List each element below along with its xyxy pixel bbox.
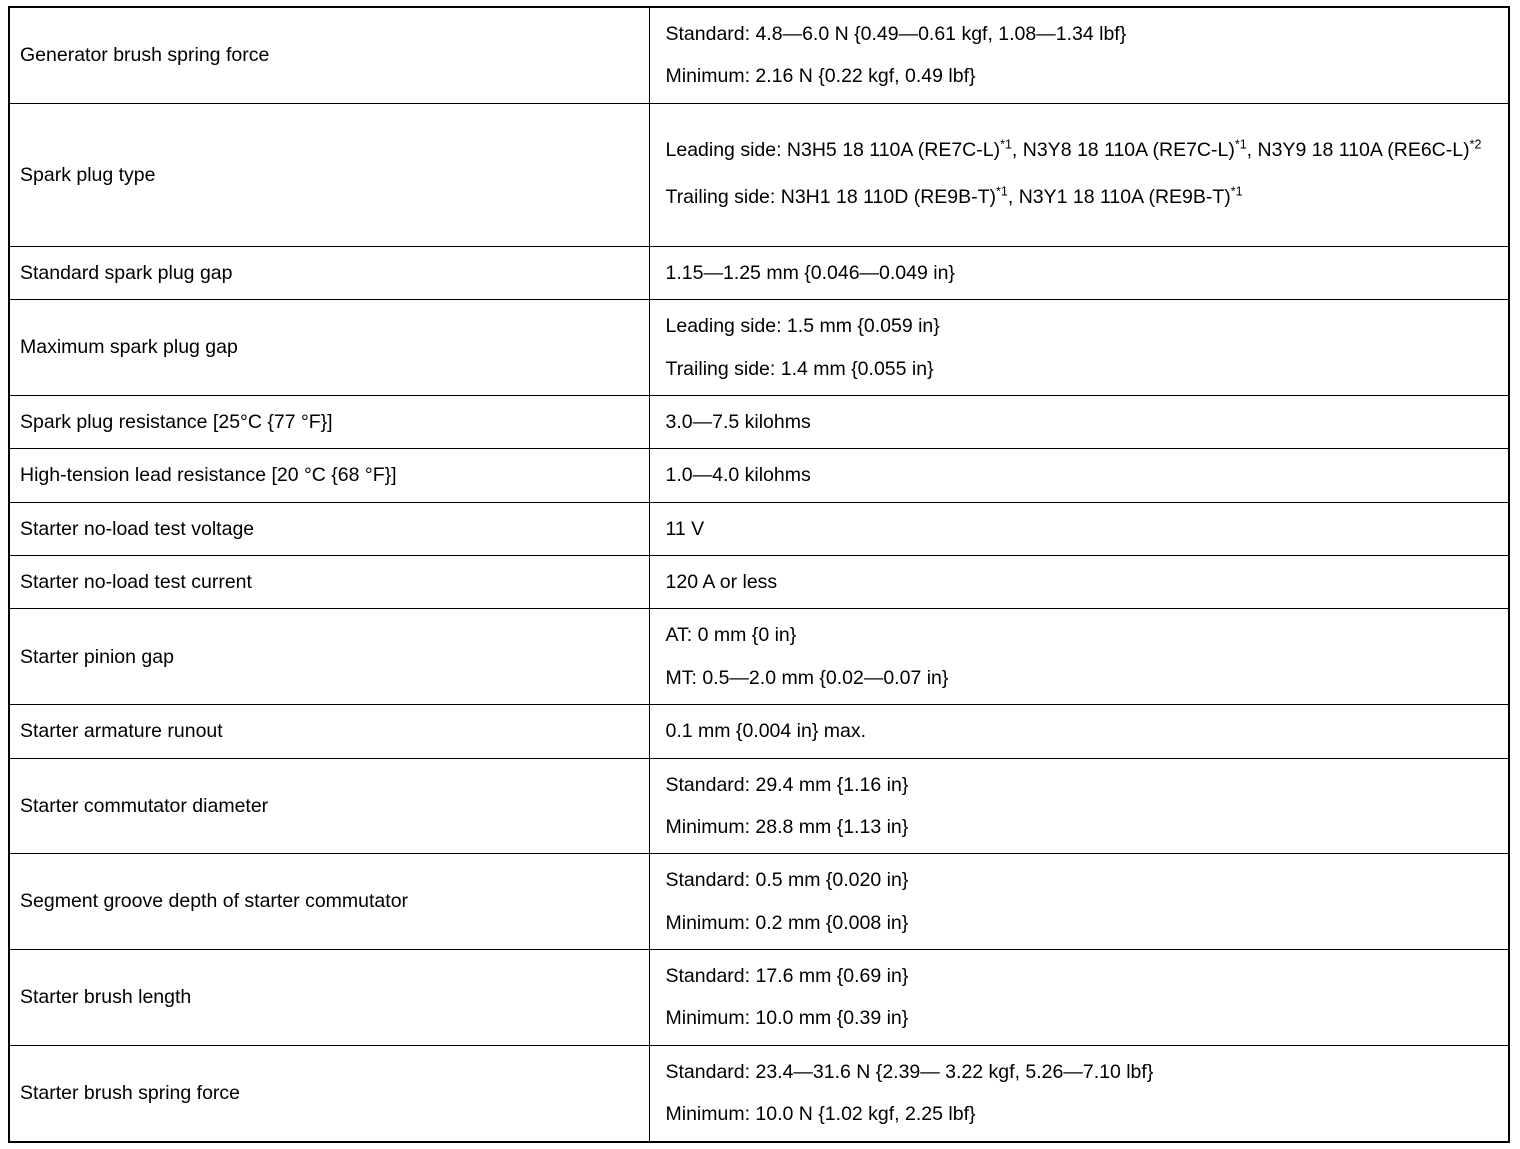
value-line: 11 V: [665, 517, 705, 540]
item-text: Starter armature runout: [20, 720, 223, 743]
row-value: [649, 7, 1509, 103]
leading-mid: , N3Y8 18 110A (RE7C-L): [1011, 139, 1235, 162]
row-item-label: [9, 705, 649, 758]
value-line: Standard: 17.6 mm {0.69 in}: [665, 965, 909, 987]
value-line: 120 A or less: [665, 571, 778, 593]
value-line-leading: [658, 130, 1501, 172]
row-item-label: [9, 246, 649, 299]
footnote-marker: *1: [996, 184, 1008, 199]
value-line: Minimum: 10.0 N {1.02 kgf, 2.25 lbf}: [665, 1103, 976, 1126]
row-item-label: [9, 300, 649, 396]
leading-end: , N3Y9 18 110A (RE6C-L): [1246, 139, 1470, 162]
value-line: Minimum: 28.8 mm {1.13 in}: [665, 815, 909, 838]
row-item-label: [9, 502, 649, 555]
table-row: [9, 854, 1509, 950]
table-row: [9, 7, 1509, 103]
row-value: [649, 556, 1509, 609]
footnote-marker: *1: [1234, 137, 1247, 152]
value-line: Standard: 0.5 mm {0.020 in}: [665, 869, 909, 892]
row-value: [649, 246, 1509, 299]
table-row: [9, 449, 1509, 502]
row-item-label: [9, 556, 649, 609]
table-row: [9, 300, 1509, 396]
row-value: [649, 395, 1509, 448]
table-row: [9, 758, 1509, 854]
item-text: Maximum spark plug gap: [20, 336, 238, 359]
item-text: Spark plug type: [20, 163, 156, 186]
item-text: Starter brush spring force: [20, 1081, 241, 1104]
row-value: [649, 950, 1509, 1046]
item-text: Spark plug resistance [25°C {77 °F}]: [20, 410, 333, 433]
value-line: Trailing side: 1.4 mm {0.055 in}: [665, 357, 934, 380]
trailing-prefix: Trailing side: N3H1 18 110D (RE9B-T): [665, 185, 997, 208]
row-item-label: [9, 950, 649, 1046]
row-value: [649, 758, 1509, 854]
row-item-label: [9, 609, 649, 705]
table-row: [9, 705, 1509, 758]
row-value: [649, 449, 1509, 502]
value-line: Standard: 23.4—31.6 N {2.39— 3.22 kgf, 5.26—7.10 lbf}: [665, 1060, 1154, 1083]
value-line: Minimum: 0.2 mm {0.008 in}: [665, 911, 909, 934]
footnote-marker: *1: [1230, 184, 1243, 199]
value-line: 1.15—1.25 mm {0.046—0.049 in}: [665, 261, 955, 284]
value-line: Standard: 4.8—6.0 N {0.49—0.61 kgf, 1.08—1.34 lbf}: [665, 23, 1127, 45]
table-row: [9, 556, 1509, 609]
item-text: Starter no-load test voltage: [20, 517, 255, 540]
row-value: [649, 854, 1509, 950]
value-line: 0.1 mm {0.004 in} max.: [665, 720, 867, 743]
row-item-label: [9, 7, 649, 103]
row-value: [649, 705, 1509, 758]
table-row: [9, 246, 1509, 299]
row-item-label: [9, 1045, 649, 1141]
item-text: Starter pinion gap: [20, 645, 174, 668]
row-value: [649, 300, 1509, 396]
value-line: MT: 0.5—2.0 mm {0.02—0.07 in}: [665, 666, 949, 689]
row-item-label: [9, 395, 649, 448]
value-line: 1.0—4.0 kilohms: [665, 464, 811, 487]
item-text: Standard spark plug gap: [20, 261, 233, 284]
table-row: [9, 1045, 1509, 1141]
table-row: [9, 609, 1509, 705]
table-row: [9, 103, 1509, 246]
trailing-mid: , N3Y1 18 110A (RE9B-T): [1007, 185, 1231, 208]
row-value: [649, 609, 1509, 705]
item-text: High-tension lead resistance [20 °C {68 °F}]: [20, 464, 397, 487]
row-item-label: [9, 758, 649, 854]
value-line: Leading side: 1.5 mm {0.059 in}: [665, 315, 940, 338]
row-value: [649, 502, 1509, 555]
row-item-label: [9, 449, 649, 502]
footnote-marker: *2: [1469, 137, 1482, 152]
value-line: Minimum: 2.16 N {0.22 kgf, 0.49 lbf}: [665, 65, 976, 88]
row-item-label: [9, 103, 649, 246]
item-text: Starter no-load test current: [20, 571, 252, 593]
item-text: Starter commutator diameter: [20, 794, 269, 817]
value-line-trailing: [658, 173, 1501, 219]
value-line: 3.0—7.5 kilohms: [665, 410, 811, 433]
row-item-label: [9, 854, 649, 950]
leading-prefix: Leading side: N3H5 18 110A (RE7C-L): [665, 139, 1001, 162]
item-text: Segment groove depth of starter commutator: [20, 890, 409, 913]
table-row: [9, 950, 1509, 1046]
value-line: Minimum: 10.0 mm {0.39 in}: [665, 1007, 909, 1030]
item-text: Starter brush length: [20, 986, 192, 1009]
row-value: [649, 1045, 1509, 1141]
specification-table: [8, 6, 1510, 1143]
table-row: [9, 395, 1509, 448]
row-value: [649, 103, 1509, 246]
table-row: [9, 502, 1509, 555]
footnote-marker: *1: [1000, 137, 1012, 152]
value-line: Standard: 29.4 mm {1.16 in}: [665, 773, 909, 796]
value-line: AT: 0 mm {0 in}: [665, 624, 797, 647]
item-text: Generator brush spring force: [20, 44, 270, 67]
